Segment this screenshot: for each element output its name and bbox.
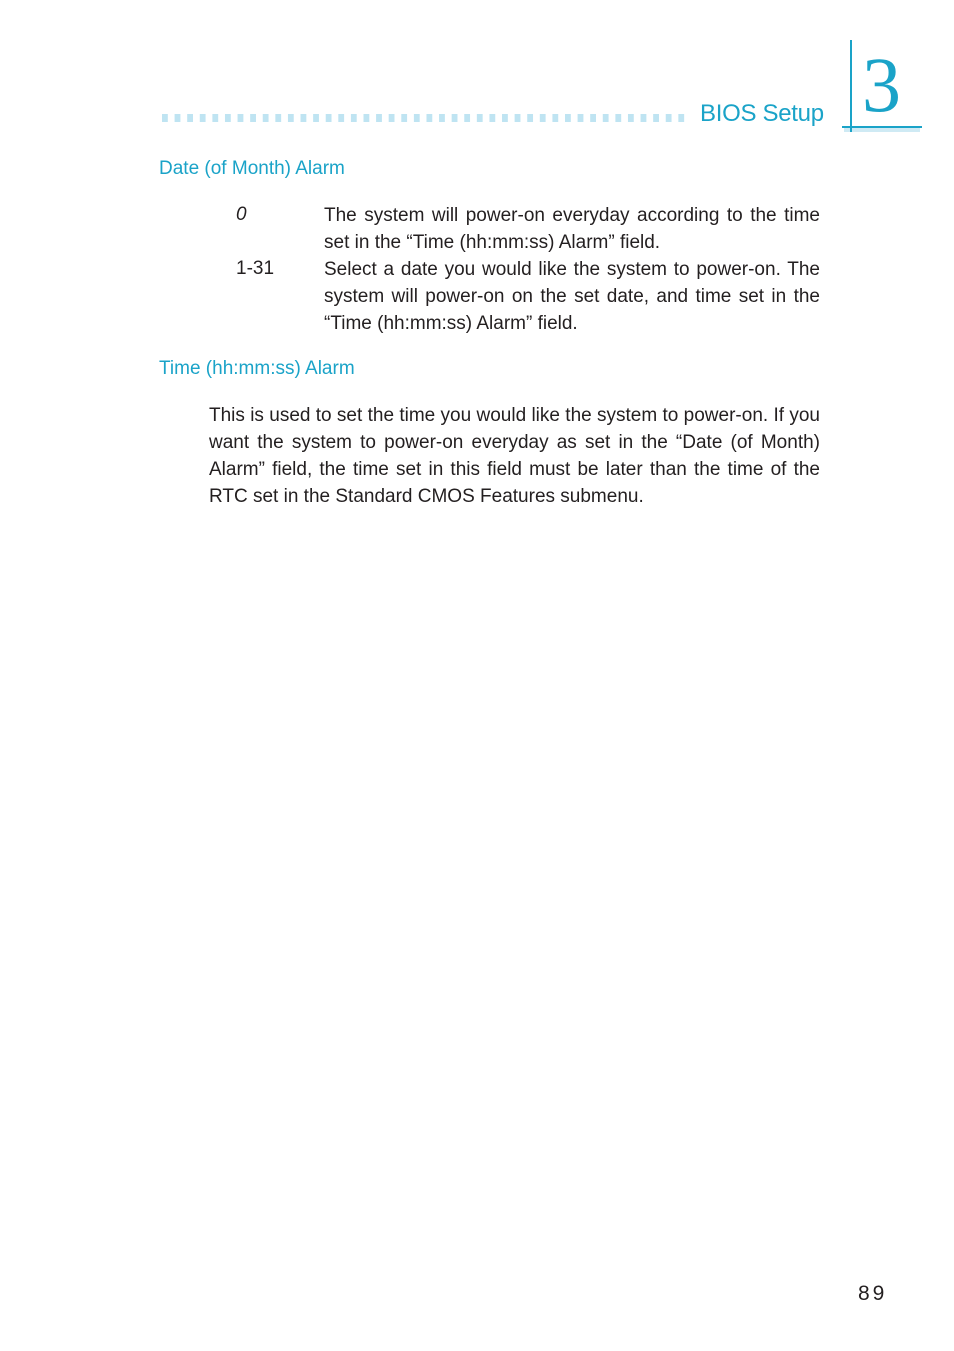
chapter-number: 3 [862,41,901,128]
section-heading-time-alarm: Time (hh:mm:ss) Alarm [159,358,355,379]
option-value: 1-31 [236,258,275,279]
section-paragraph: This is used to set the time you would like the system to power-on. If you want the system to power-on everyday as set in the “Date (of Month) Alarm” field, the time set in this field must be later than the time of the RTC set in the Standard CMOS Features submenu. [209,405,820,507]
page-number: 89 [858,1282,888,1305]
option-value: 0 [236,204,247,225]
header-dotted-rule [162,114,690,122]
header-section-title: BIOS Setup [700,100,824,127]
section-heading-date-alarm: Date (of Month) Alarm [159,158,345,179]
option-description: The system will power-on everyday according to the time set in the “Time (hh:mm:ss) Alarm” field. [324,205,820,253]
option-description: Select a date you would like the system to power-on. The system will power-on on the set date, and time set in the “Time (hh:mm:ss) Alarm” field. [324,259,820,334]
